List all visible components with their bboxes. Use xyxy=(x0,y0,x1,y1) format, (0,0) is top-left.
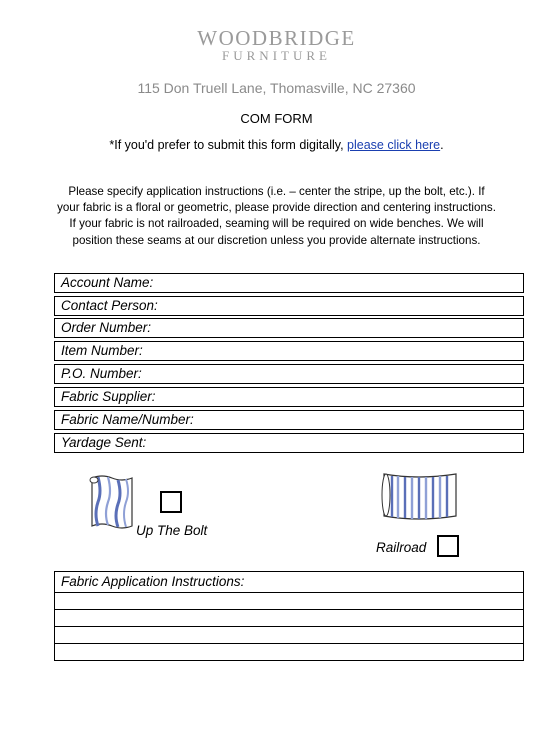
field-label: Contact Person: xyxy=(61,298,158,313)
railroad-label: Railroad xyxy=(376,540,427,555)
field-label: Fabric Name/Number: xyxy=(61,412,194,427)
railroad-checkbox[interactable] xyxy=(437,535,459,557)
item-number-field[interactable] xyxy=(54,341,524,361)
logo-subtitle: FURNITURE xyxy=(222,48,331,63)
fabric-up-the-bolt-icon xyxy=(88,472,136,539)
digital-note-suffix: . xyxy=(440,138,444,152)
field-label: Account Name: xyxy=(61,275,154,290)
fabric-name-number-field[interactable] xyxy=(54,410,524,430)
application-instructions-table xyxy=(54,571,524,661)
field-label: Item Number: xyxy=(61,343,143,358)
application-instructions-label: Fabric Application Instructions: xyxy=(55,572,523,593)
order-number-field[interactable] xyxy=(54,318,524,338)
account-name-field[interactable] xyxy=(54,273,524,293)
up-the-bolt-checkbox[interactable] xyxy=(160,491,182,513)
field-label: P.O. Number: xyxy=(61,366,142,381)
instructions-line[interactable] xyxy=(55,644,523,660)
field-label: Order Number: xyxy=(61,320,152,335)
form-title: COM FORM xyxy=(240,111,313,126)
digital-submit-link[interactable]: please click here xyxy=(347,138,441,152)
instructions-line[interactable] xyxy=(55,627,523,644)
instructions-line[interactable] xyxy=(55,610,523,627)
contact-person-field[interactable] xyxy=(54,296,524,316)
instructions-paragraph: Please specify application instructions (i.e. – center the stripe, up the bolt, etc.). If your fabric is a floral or geometric, please provide direction and centering instructions. If your fabric is not railroaded, seaming will be required on wide benches. We will position these seams at our discretion unless you provide alternate instructions. xyxy=(57,185,496,247)
yardage-sent-field[interactable] xyxy=(54,433,524,453)
fabric-supplier-field[interactable] xyxy=(54,387,524,407)
fabric-railroad-icon xyxy=(378,470,460,529)
digital-submit-note xyxy=(0,138,553,152)
up-the-bolt-label: Up The Bolt xyxy=(136,523,208,538)
digital-note-prefix: *If you'd prefer to submit this form digitally, xyxy=(109,138,348,152)
field-label: Yardage Sent: xyxy=(61,435,147,450)
field-label: Fabric Supplier: xyxy=(61,389,156,404)
instructions-line[interactable] xyxy=(55,593,523,610)
company-address: 115 Don Truell Lane, Thomasville, NC 27360 xyxy=(137,80,416,96)
po-number-field[interactable] xyxy=(54,364,524,384)
logo-wordmark: WOODBRIDGE xyxy=(197,26,356,50)
logo xyxy=(0,28,553,62)
